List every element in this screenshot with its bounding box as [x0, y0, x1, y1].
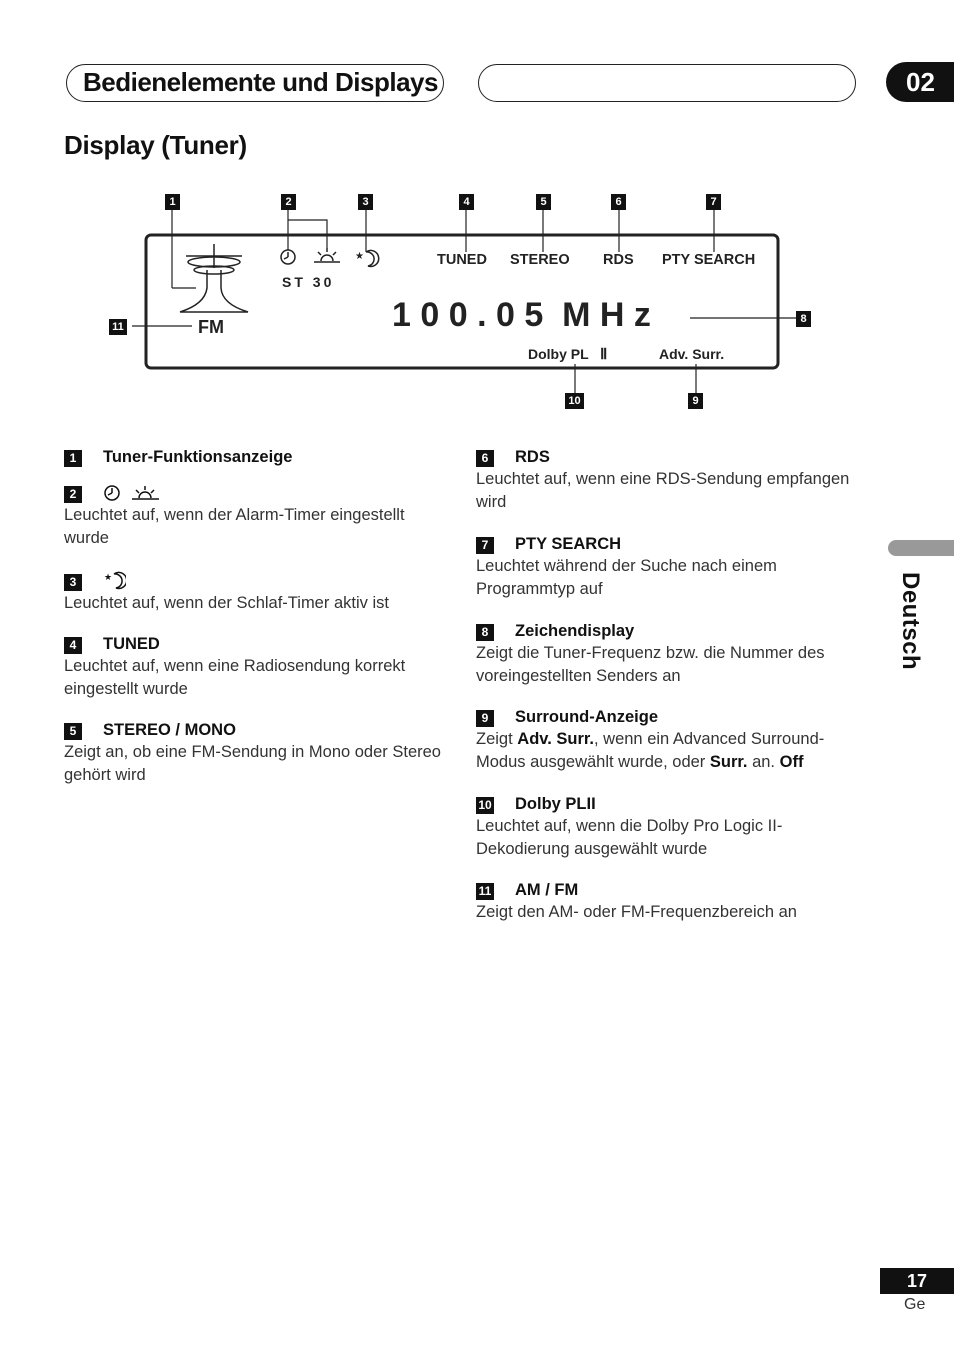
item-description: Zeigt die Tuner-Frequenz bzw. die Nummer des voreingestellten Senders an: [476, 644, 825, 685]
callout-2: 2: [281, 194, 296, 210]
item-description: [476, 728, 861, 774]
item-heading: Surround-Anzeige: [515, 708, 658, 726]
item-badge: 1: [64, 450, 82, 467]
item-description: Leuchtet auf, wenn der Alarm-Timer eingestellt wurde: [64, 506, 405, 547]
callout-1: 1: [165, 194, 180, 210]
sunrise-icon: [314, 248, 340, 262]
item-badge: 6: [476, 450, 494, 467]
item-heading: PTY SEARCH: [515, 535, 622, 553]
fm-antenna-icon: [180, 244, 248, 312]
rds-indicator: RDS: [603, 252, 634, 268]
language-code: Ge: [904, 1296, 926, 1313]
item-badge: 10: [476, 797, 494, 814]
item-description: Zeigt an, ob eine FM-Sendung in Mono oder Stereo gehört wird: [64, 743, 441, 784]
sleep-icon-wrap: [102, 570, 126, 592]
adv-surr-indicator: Adv. Surr.: [659, 346, 725, 362]
item-badge: 3: [64, 574, 82, 591]
item-description: Leuchtet während der Suche nach einem Programmtyp auf: [476, 557, 777, 598]
callout-8: 8: [796, 311, 811, 327]
frequency-display: 1 0 0 . 0 5 M H z: [392, 296, 651, 334]
callout-3: 3: [358, 194, 373, 210]
language-side-tab: [888, 540, 954, 556]
item-badge: 2: [64, 486, 82, 503]
dolby-suffix: Ⅱ: [600, 346, 608, 363]
station-text: ST 30: [282, 274, 335, 290]
alarm-clock-icon: [105, 486, 119, 500]
callout-10: 10: [565, 393, 584, 409]
chapter-number: 02: [906, 67, 935, 97]
alarm-icons: [102, 482, 162, 504]
item-heading: Zeichendisplay: [515, 622, 635, 640]
sleep-moon-icon: [355, 250, 379, 266]
item-badge: 11: [476, 883, 494, 900]
item-badge: 4: [64, 637, 82, 654]
band-indicator: FM: [198, 317, 224, 337]
item-badge: 5: [64, 723, 82, 740]
callout-5: 5: [536, 194, 551, 210]
desc-bold: Off: [779, 753, 804, 771]
item-heading: Dolby PLII: [515, 795, 596, 813]
item-badge: 7: [476, 537, 494, 554]
item-description: Leuchtet auf, wenn eine RDS-Sendung empfangen wird: [476, 470, 850, 511]
callout-9: 9: [688, 393, 703, 409]
callout-11: 11: [109, 319, 127, 335]
section-title: Bedienelemente und Displays: [83, 67, 438, 97]
callout-4: 4: [459, 194, 474, 210]
tuner-display-diagram: [0, 0, 954, 430]
callout-7: 7: [706, 194, 721, 210]
sleep-moon-icon: [104, 572, 126, 588]
callout-6: 6: [611, 194, 626, 210]
item-heading: RDS: [515, 448, 550, 466]
item-heading: Tuner-Funktionsanzeige: [103, 448, 293, 466]
alarm-clock-icon: [281, 250, 295, 264]
item-badge: 8: [476, 624, 494, 641]
pty-search-indicator: PTY SEARCH: [662, 252, 756, 268]
stereo-indicator: STEREO: [510, 252, 570, 268]
desc-bold: Adv. Surr.: [517, 730, 594, 748]
item-badge: 9: [476, 710, 494, 727]
svg-text:★: ★: [355, 251, 364, 262]
item-heading: AM / FM: [515, 881, 579, 899]
item-description: Leuchtet auf, wenn die Dolby Pro Logic II-Dekodierung ausgewählt wurde: [476, 817, 783, 858]
desc-bold: Surr.: [709, 753, 748, 771]
svg-text:★: ★: [104, 572, 113, 582]
sunrise-icon: [132, 486, 159, 499]
item-description: Leuchtet auf, wenn der Schlaf-Timer aktiv ist: [64, 594, 389, 612]
item-description: Zeigt den AM- oder FM-Frequenzbereich an: [476, 903, 797, 921]
page-number: 17: [880, 1268, 954, 1294]
desc-text: Zeigt: [476, 730, 518, 748]
dolby-indicator: Dolby PL: [528, 346, 589, 362]
language-label: Deutsch: [897, 572, 924, 671]
desc-text: an.: [747, 753, 780, 771]
desc-text: , wenn ein Advanced Surround-Modus ausgewählt wurde, oder: [476, 730, 825, 771]
item-heading: TUNED: [103, 635, 160, 653]
page-title: Display (Tuner): [64, 130, 247, 160]
tuned-indicator: TUNED: [437, 252, 487, 268]
item-description: Leuchtet auf, wenn eine Radiosendung korrekt eingestellt wurde: [64, 657, 406, 698]
item-heading: STEREO / MONO: [103, 721, 236, 739]
